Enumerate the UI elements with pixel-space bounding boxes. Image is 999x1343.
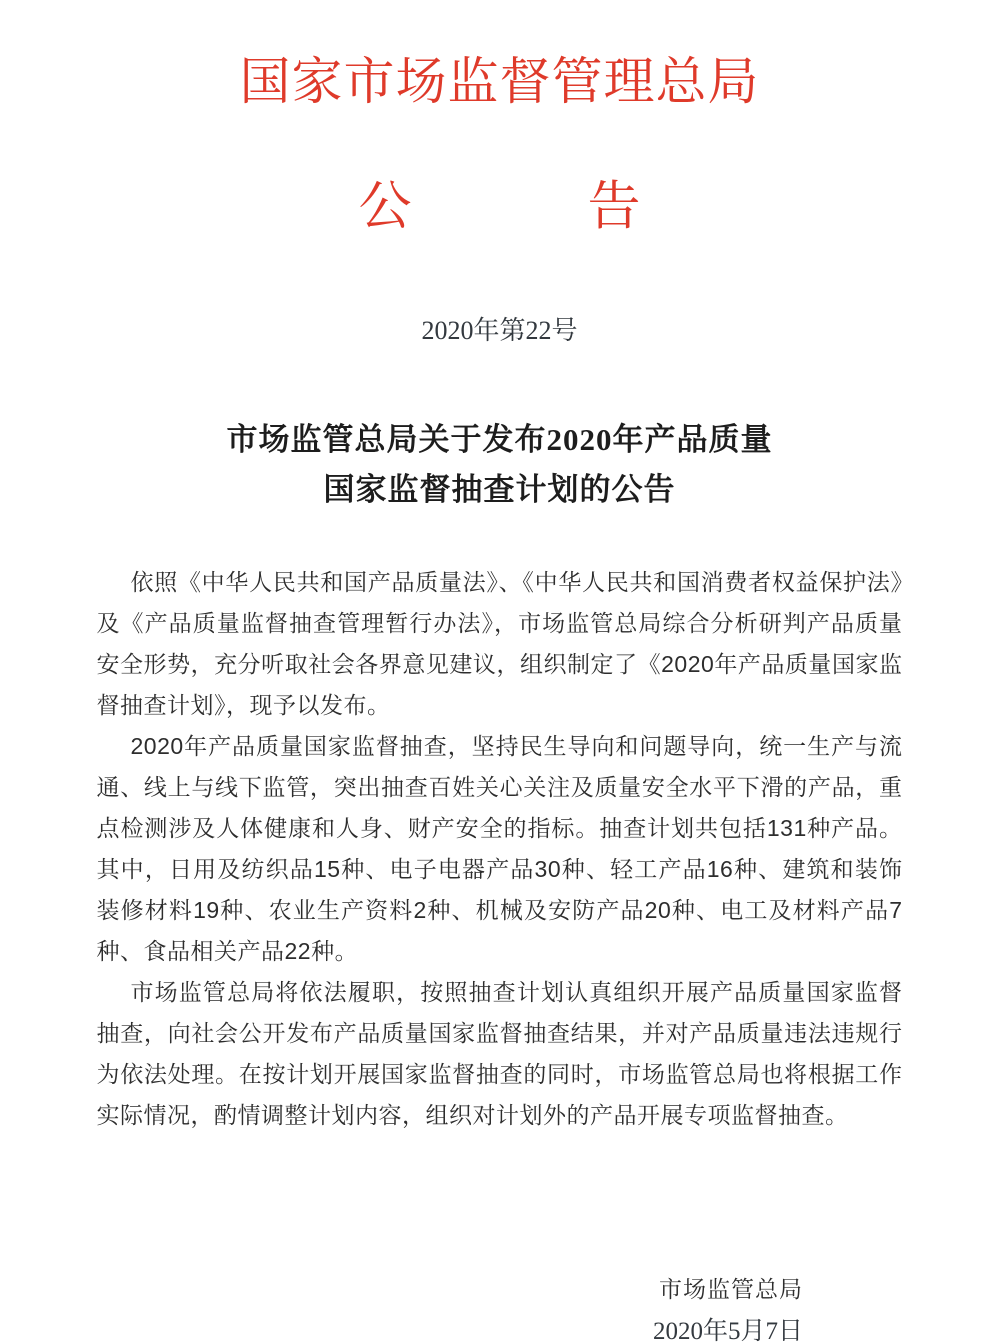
notice-type-char-left: 公 [358,178,412,236]
document-number: 2020年第22号 [421,316,578,345]
document-title-line2: 国家监督抽查计划的公告 [323,472,676,507]
signoff-block [0,1268,999,1343]
agency-title: 国家市场监督管理总局 [239,55,760,111]
issuer-name: 市场监管总局 [659,1276,803,1302]
notice-type-heading [0,179,999,235]
paragraph-legal-basis: 依照《中华人民共和国产品质量法》、《中华人民共和国消费者权益保护法》及《产品质量监督抽查管理暂行办法》，市场监管总局综合分析研判产品质量安全形势，充分听取社会各界意见建议，组织制定了《2020年产品质量国家监督抽查计划》，现予以发布。 [96,569,903,718]
document-body [97,562,903,1136]
paragraph-implementation: 市场监管总局将依法履职，按照抽查计划认真组织开展产品质量国家监督抽查，向社会公开发布产品质量国家监督抽查结果，并对产品质量违法违规行为依法处理。在按计划开展国家监督抽查的同时，市场监管总局也将根据工作实际情况，酌情调整计划内容，组织对计划外的产品开展专项监督抽查。 [96,979,903,1128]
document-title [0,415,999,515]
notice-type-char-right: 告 [587,178,641,236]
document-title-line1: 市场监管总局关于发布2020年产品质量 [226,422,773,457]
paragraph-plan-scope: 2020年产品质量国家监督抽查，坚持民生导向和问题导向，统一生产与流通、线上与线下监管，突出抽查百姓关心关注及质量安全水平下滑的产品，重点检测涉及人体健康和人身、财产安全的指标。抽查计划共包括131种产品。其中，日用及纺织品15种、电子电器产品30种、轻工产品16种、建筑和装饰装修材料19种、农业生产资料2种、机械及安防产品20种、电工及材料产品7种、食品相关产品22种。 [96,733,903,964]
issue-date: 2020年5月7日 [652,1318,803,1343]
